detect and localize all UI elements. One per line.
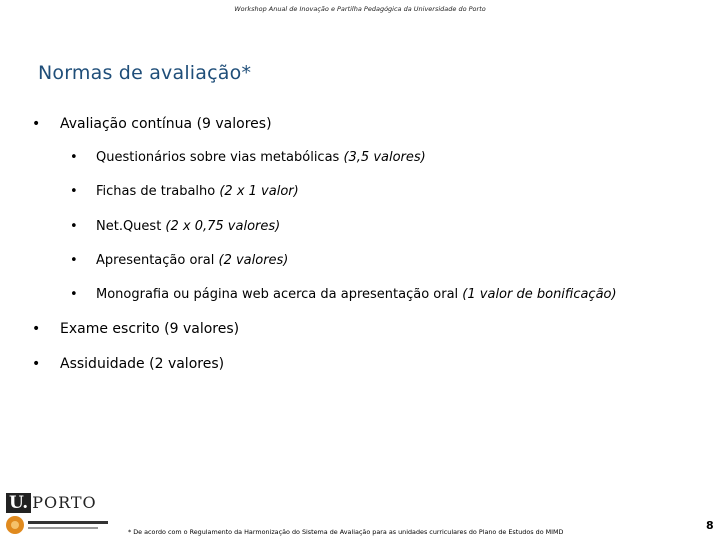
- bullet-marker: •: [70, 219, 78, 234]
- bullet-item-fichas: [70, 184, 299, 199]
- bullet-value: (2 valores): [214, 253, 289, 268]
- bullet-item-avaliacao-continua: [32, 116, 272, 132]
- bullet-item-monografia: [70, 287, 617, 302]
- bullet-text: Monografia ou página web acerca da apresentação oral: [96, 287, 459, 302]
- bullet-item-assiduidade: [32, 356, 224, 372]
- bullet-marker: •: [32, 356, 41, 372]
- bullet-item-apresentacao: [70, 253, 288, 268]
- bullet-text: Exame escrito: [60, 321, 160, 337]
- bullet-value: (9 valores): [192, 116, 272, 132]
- bullet-value: (9 valores): [159, 321, 240, 337]
- bullet-text: Avaliação contínua: [60, 116, 193, 132]
- bullet-value: (1 valor de bonificação): [458, 287, 617, 302]
- bullet-marker: •: [32, 116, 41, 132]
- bullet-marker: •: [70, 184, 78, 199]
- bullet-item-exame: [32, 321, 239, 337]
- bullet-marker: •: [70, 150, 78, 165]
- bullet-value: (3,5 valores): [339, 150, 426, 165]
- bullet-value: (2 x 0,75 valores): [161, 219, 281, 234]
- bullet-marker: •: [32, 321, 41, 337]
- bullet-text: Assiduidade: [60, 356, 145, 372]
- page-number: 8: [706, 519, 714, 532]
- logo-u-mark: U.: [6, 493, 31, 513]
- bullet-value: (2 valores): [144, 356, 225, 372]
- university-porto-logo: [6, 492, 126, 536]
- bullet-item-netquest: [70, 219, 280, 234]
- bullet-text: Net.Quest: [96, 219, 162, 234]
- bullet-item-questionarios: [70, 150, 426, 165]
- bullet-text: Questionários sobre vias metabólicas: [96, 150, 340, 165]
- bullet-marker: •: [70, 287, 78, 302]
- logo-porto-text: PORTO: [32, 493, 97, 512]
- faculty-name-lettering: [28, 521, 108, 529]
- bullet-value: (2 x 1 valor): [215, 184, 299, 199]
- slide-header: Workshop Anual de Inovação e Partilha Pedagógica da Universidade do Porto: [234, 5, 486, 13]
- faculty-emblem-icon: [6, 516, 24, 534]
- footnote: * De acordo com o Regulamento da Harmonização do Sistema de Avaliação para as unidades curriculares do Plano de Estudos do MIMD: [128, 528, 564, 536]
- bullet-text: Apresentação oral: [96, 253, 215, 268]
- bullet-text: Fichas de trabalho: [96, 184, 216, 199]
- slide-title: Normas de avaliação*: [38, 62, 252, 84]
- bullet-marker: •: [70, 253, 78, 268]
